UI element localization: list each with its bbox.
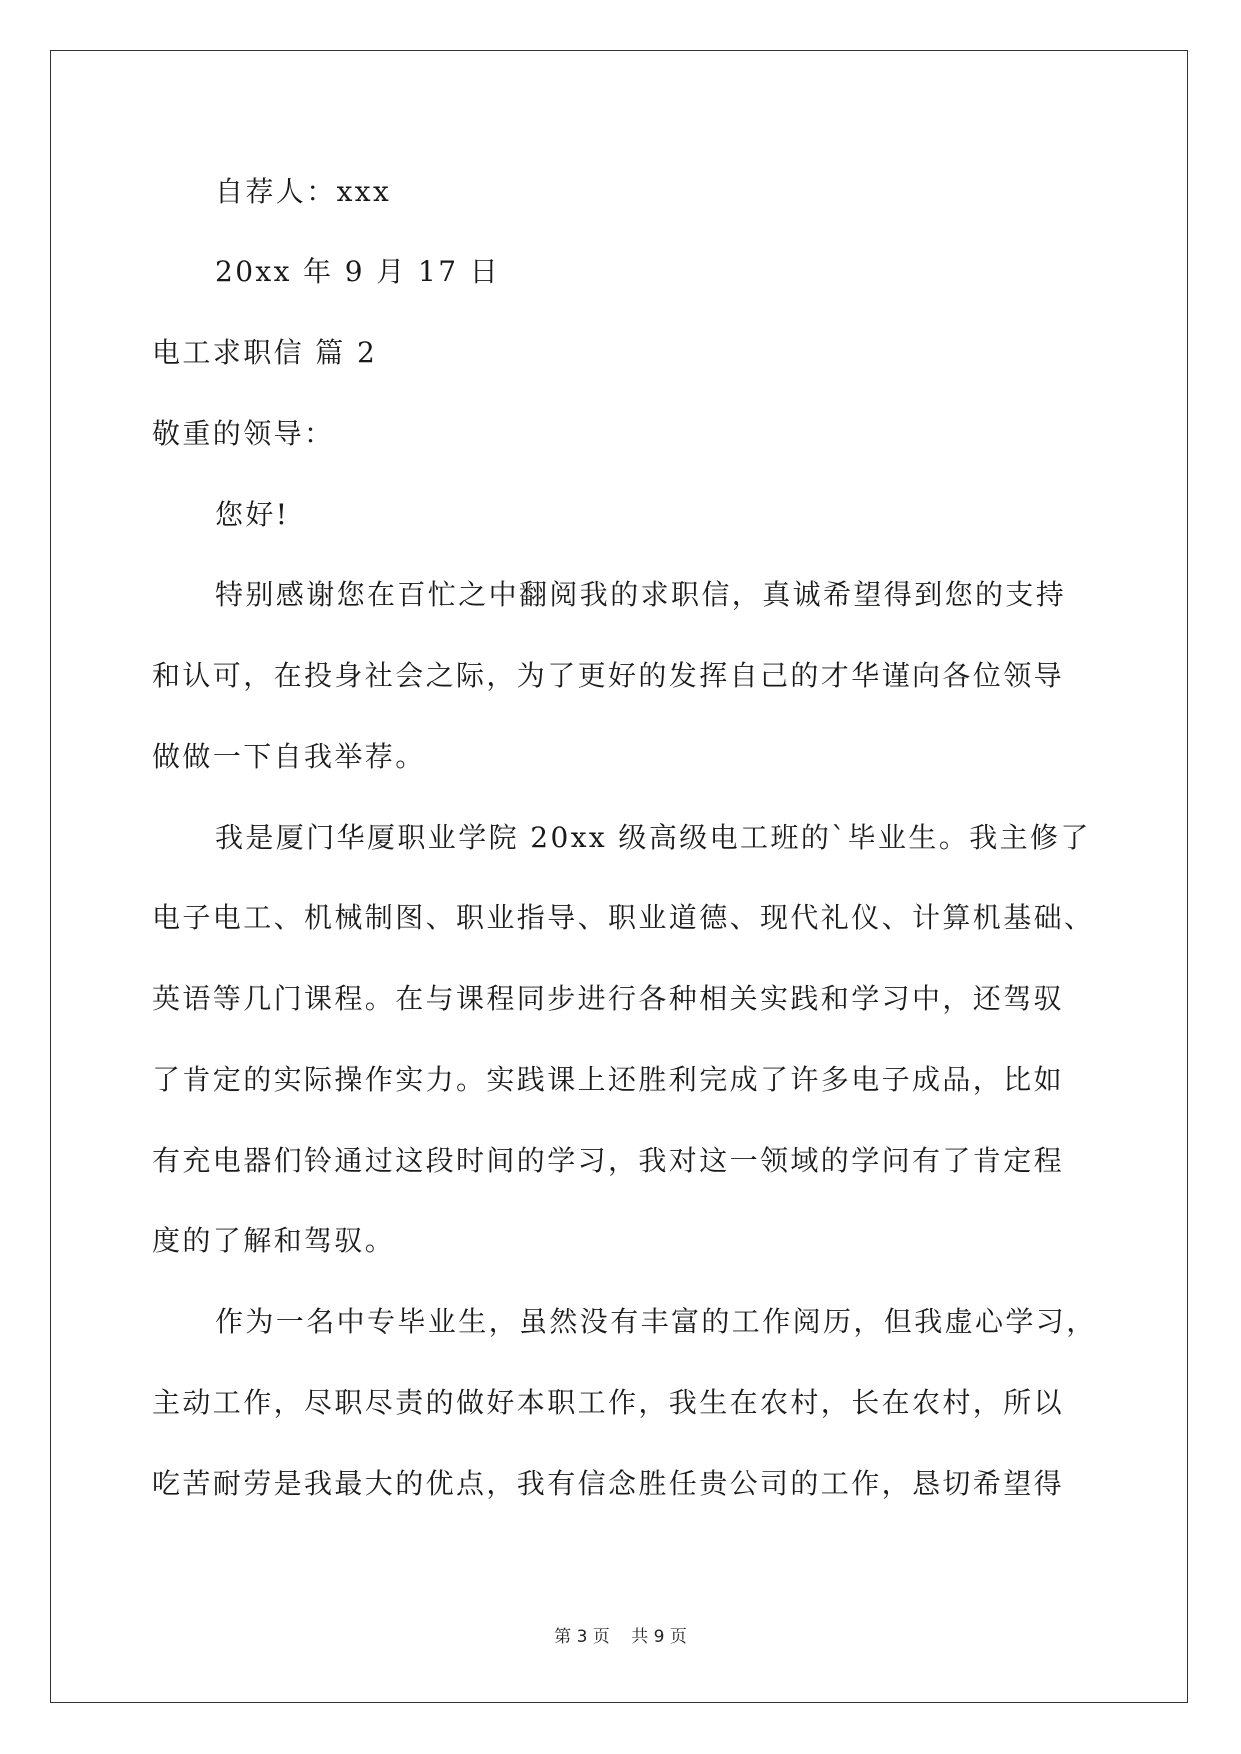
greeting: 您好! (215, 498, 290, 531)
paragraph-line: 有充电器们铃通过这段时间的学习，我对这一领域的学问有了肯定程 (152, 1144, 1065, 1177)
salutation: 敬重的领导： (152, 417, 335, 450)
paragraph-line: 我是厦门华厦职业学院 20xx 级高级电工班的`毕业生。我主修了 (215, 821, 1091, 854)
paragraph-line: 英语等几门课程。在与课程同步进行各种相关实践和学习中，还驾驭 (152, 982, 1065, 1015)
paragraph-line: 度的了解和驾驭。 (152, 1224, 396, 1257)
page-number-current: 第 3 页 (554, 1627, 610, 1647)
paragraph-line: 了肯定的实际操作实力。实践课上还胜利完成了许多电子成品，比如 (152, 1063, 1065, 1096)
paragraph-line: 作为一名中专毕业生，虽然没有丰富的工作阅历，但我虚心学习， (215, 1305, 1097, 1338)
signature-line: 自荐人：xxx (215, 175, 392, 208)
page-number-total: 共 9 页 (631, 1627, 687, 1647)
page-footer (0, 1622, 1241, 1647)
paragraph-line: 特别感谢您在百忙之中翻阅我的求职信，真诚希望得到您的支持 (215, 578, 1067, 611)
paragraph-line: 电子电工、机械制图、职业指导、职业道德、现代礼仪、计算机基础、 (152, 901, 1095, 934)
page-border (50, 50, 1188, 1703)
section-heading: 电工求职信 篇 2 (152, 336, 378, 369)
paragraph-line: 做做一下自我举荐。 (152, 740, 426, 773)
paragraph-line: 吃苦耐劳是我最大的优点，我有信念胜任贵公司的工作，恳切希望得 (152, 1467, 1065, 1500)
date-line: 20xx 年 9 月 17 日 (215, 255, 501, 288)
paragraph-line: 和认可，在投身社会之际，为了更好的发挥自己的才华谨向各位领导 (152, 659, 1065, 692)
paragraph-line: 主动工作，尽职尽责的做好本职工作，我生在农村，长在农村，所以 (152, 1386, 1065, 1419)
